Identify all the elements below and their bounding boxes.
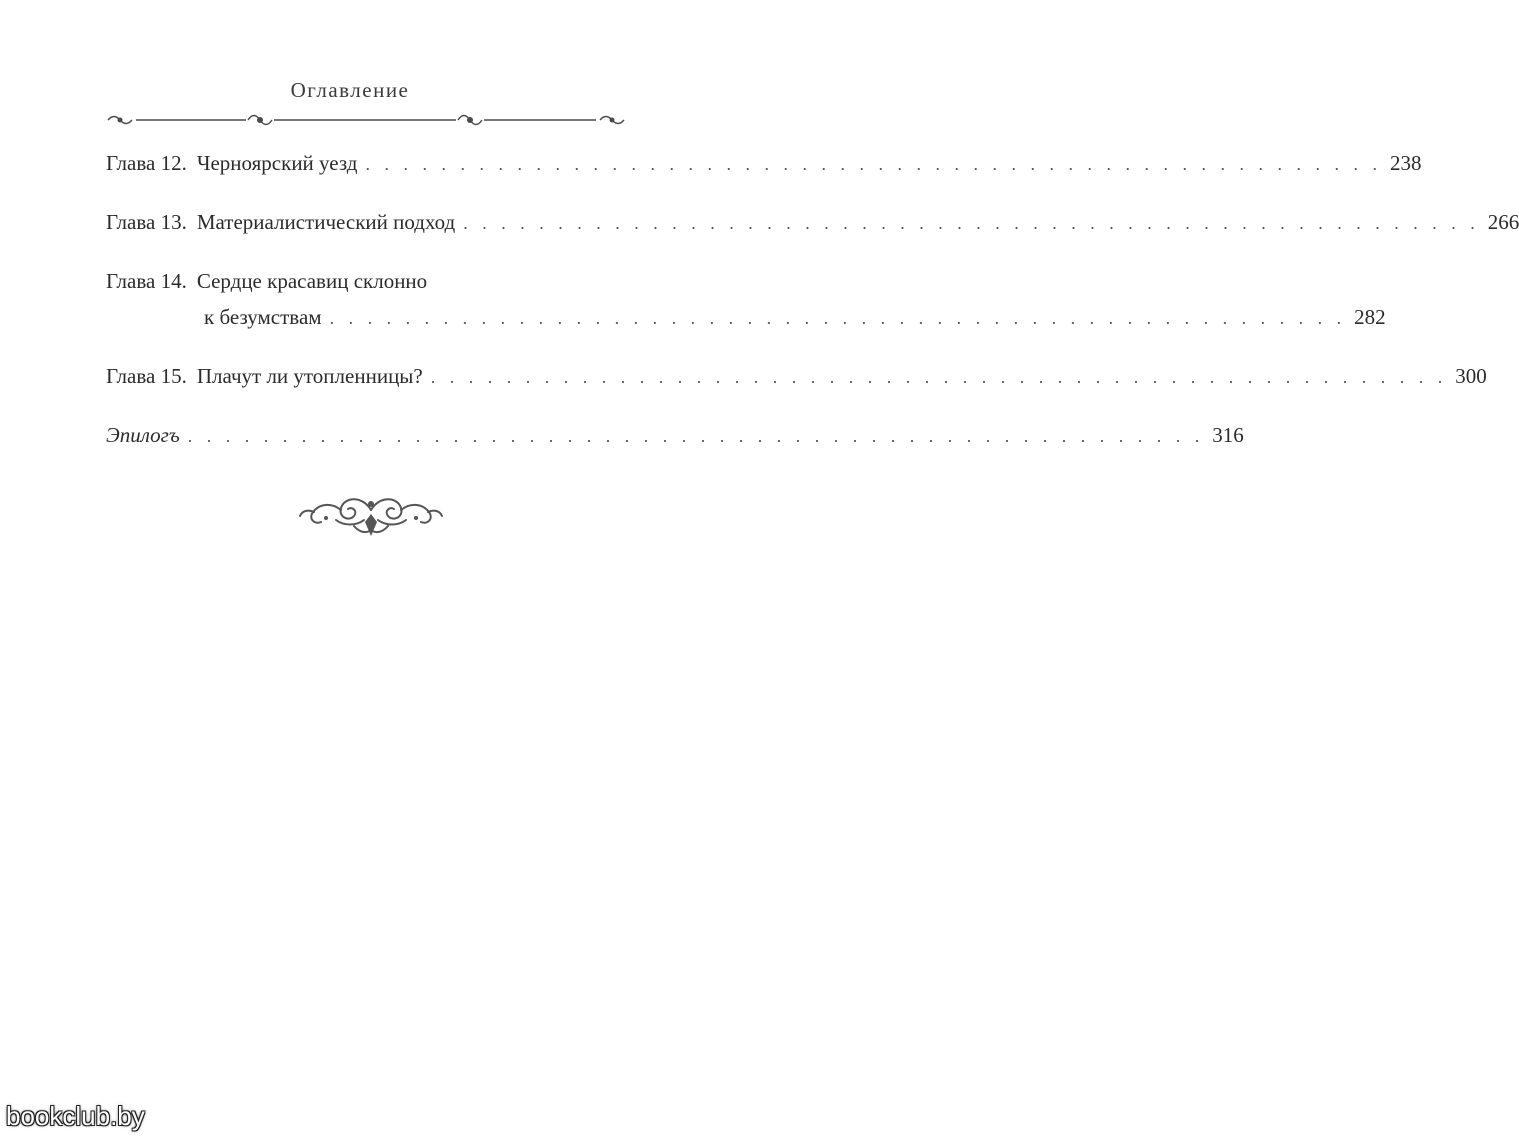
page-number: 300 <box>1455 364 1487 388</box>
chapter-number: Глава 13. <box>106 210 187 234</box>
chapter-title-line-2: к безумствам <box>204 305 322 329</box>
chapter-number: Глава 12. <box>106 151 187 175</box>
toc-entry-chapter-12[interactable] <box>106 148 1422 179</box>
toc-entry-chapter-15[interactable] <box>106 361 1487 392</box>
leader-dots: . . . . . . . . . . . . . . . . . . . . . . . . . . . . . . . . . . . . . . . . . . . . . . . . . . . . . . <box>187 426 1205 446</box>
page-number: 238 <box>1389 151 1422 175</box>
page-number: 282 <box>1354 305 1386 329</box>
toc-entry-chapter-13[interactable] <box>106 207 1519 238</box>
chapter-title: Черноярский уезд <box>196 151 358 175</box>
page-number: 266 <box>1487 210 1519 234</box>
decorative-flourish-icon <box>296 488 446 544</box>
watermark: bookclub.by <box>6 1101 145 1131</box>
table-of-contents <box>106 148 1519 479</box>
chapter-title: Материалистический подход <box>196 210 456 234</box>
leader-dots: . . . . . . . . . . . . . . . . . . . . . . . . . . . . . . . . . . . . . . . . . . . . . . . . . . . . . . <box>463 213 1480 233</box>
leader-dots: . . . . . . . . . . . . . . . . . . . . . . . . . . . . . . . . . . . . . . . . . . . . . . . . . . . . . . <box>329 308 1347 328</box>
chapter-number: Глава 14. <box>106 269 187 293</box>
chapter-title-line-1: Сердце красавиц склонно <box>196 269 428 293</box>
toc-entry-epilogue[interactable] <box>106 420 1244 451</box>
running-head: Оглавление <box>290 78 410 102</box>
toc-entry-chapter-14[interactable] <box>106 266 1386 333</box>
page-number: 316 <box>1212 423 1244 447</box>
chapter-number: Глава 15. <box>106 364 187 388</box>
chapter-title: Плачут ли утопленницы? <box>196 364 423 388</box>
leader-dots: . . . . . . . . . . . . . . . . . . . . . . . . . . . . . . . . . . . . . . . . . . . . . . . . . . . . . . <box>365 154 1382 174</box>
header-ornamental-rule <box>106 108 626 132</box>
leader-dots: . . . . . . . . . . . . . . . . . . . . . . . . . . . . . . . . . . . . . . . . . . . . . . . . . . . . . . <box>430 367 1448 387</box>
epilogue-title: Эпилогъ <box>106 423 180 447</box>
